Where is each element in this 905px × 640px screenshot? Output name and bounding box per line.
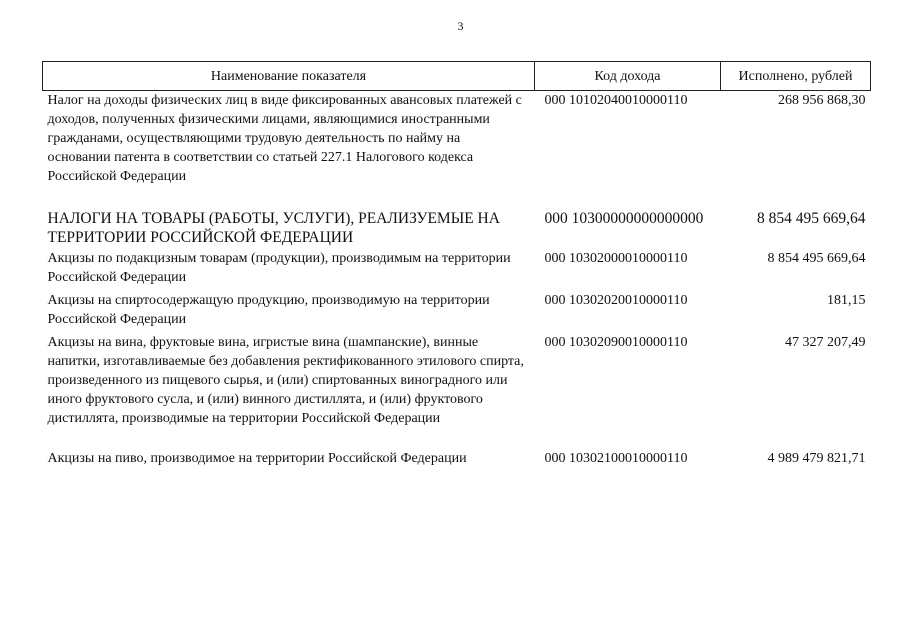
row-amount: 268 956 868,30: [778, 93, 866, 108]
header-revenue-code: Код дохода: [535, 62, 721, 91]
page-number: 3: [457, 19, 464, 33]
row-code: 000 10302020010000110: [544, 293, 688, 308]
row-name: Налог на доходы физических лиц в виде фиксированных авансовых платежей с доходов, полученных физическими лицами, являющимися иностранными гражданами, осуществляющими трудовую деятельность по найму на основании патента в соответствии со статьей 227.1 Налогового кодекса Российской Федерации: [47, 93, 522, 184]
row-code: 000 10302100010000110: [544, 451, 688, 466]
table-row: [43, 249, 871, 291]
revenue-table: [42, 61, 871, 468]
header-indicator-name: Наименование показателя: [43, 62, 535, 91]
table-header-row: [43, 62, 871, 91]
row-name: Акцизы на спиртосодержащую продукцию, производимую на территории Российской Федерации: [47, 293, 490, 327]
table-row: [43, 291, 871, 333]
table-row: [43, 91, 871, 210]
row-amount: 8 854 495 669,64: [767, 251, 866, 266]
row-name: НАЛОГИ НА ТОВАРЫ (РАБОТЫ, УСЛУГИ), РЕАЛИЗУЕМЫЕ НА ТЕРРИТОРИИ РОССИЙСКОЙ ФЕДЕРАЦИИ: [47, 210, 500, 246]
table-row: [43, 449, 871, 468]
row-amount: 4 989 479 821,71: [767, 451, 866, 466]
row-code: 000 10302090010000110: [544, 335, 688, 350]
row-amount: 181,15: [827, 293, 866, 308]
row-name: Акцизы на пиво, производимое на территории Российской Федерации: [47, 451, 467, 466]
row-amount: 47 327 207,49: [785, 335, 866, 350]
table-row-section: [43, 209, 871, 249]
header-executed-amount: Исполнено, рублей: [721, 62, 871, 91]
row-code: 000 10102040010000110: [544, 93, 688, 108]
table-row: [43, 333, 871, 449]
row-code: 000 10302000010000110: [544, 251, 688, 266]
row-amount: 8 854 495 669,64: [757, 210, 866, 227]
row-name: Акцизы на вина, фруктовые вина, игристые вина (шампанские), винные напитки, изготавливаемые без добавления ректификованного этилового спирта, произведенного из пищевого сырья, и (или) спиртованных виноградного или иного фруктового сусла, и (или) винного дистиллята, и (или) фруктового дистиллята, производимые на территории Российской Федерации: [47, 335, 524, 426]
row-code: 000 10300000000000000: [544, 210, 704, 227]
row-name: Акцизы по подакцизным товарам (продукции), производимым на территории Российской Федерации: [47, 251, 511, 285]
